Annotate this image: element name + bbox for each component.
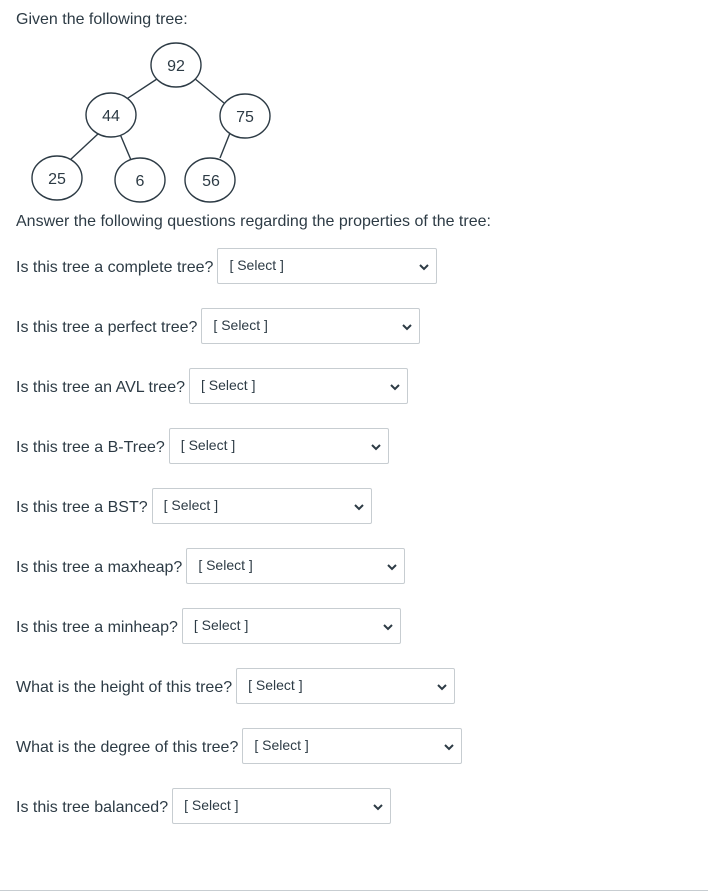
question-perfect-tree xyxy=(16,307,420,345)
tree-node xyxy=(151,43,201,87)
chevron-down-icon xyxy=(418,260,430,272)
tree-node xyxy=(185,158,235,202)
tree-edge xyxy=(220,133,230,158)
dropdown-value: [ Select ] xyxy=(163,497,219,513)
tree-node xyxy=(32,156,82,200)
chevron-down-icon xyxy=(382,620,394,632)
question-avl-tree xyxy=(16,367,408,405)
bottom-divider xyxy=(0,890,708,891)
dropdown-value: [ Select ] xyxy=(198,557,253,573)
question-bst xyxy=(16,487,372,525)
answer-dropdown[interactable] xyxy=(172,788,391,824)
tree-node-label: 44 xyxy=(102,108,120,125)
chevron-down-icon xyxy=(443,740,455,752)
dropdown-value: [ Select ] xyxy=(200,377,256,393)
instructions-text: Answer the following questions regarding the properties of the tree: xyxy=(16,213,491,230)
dropdown-value: [ Select ] xyxy=(248,677,303,693)
question-height xyxy=(16,667,455,705)
answer-dropdown[interactable] xyxy=(242,728,462,764)
tree-node-label: 25 xyxy=(48,171,66,188)
answer-dropdown[interactable] xyxy=(236,668,455,704)
answer-dropdown[interactable] xyxy=(182,608,401,644)
tree-node xyxy=(115,158,165,202)
chevron-down-icon xyxy=(401,320,413,332)
question-balanced xyxy=(16,787,391,825)
dropdown-value: [ Select ] xyxy=(180,437,236,453)
chevron-down-icon xyxy=(389,380,401,392)
tree-diagram xyxy=(0,0,708,210)
tree-edge xyxy=(70,133,99,160)
question-text: Is this tree a BST? xyxy=(16,499,148,516)
dropdown-value: [ Select ] xyxy=(229,257,284,273)
question-text: Is this tree a maxheap? xyxy=(16,559,183,576)
tree-node xyxy=(220,94,270,138)
answer-dropdown[interactable] xyxy=(186,548,405,584)
question-minheap xyxy=(16,607,401,645)
tree-node-label: 56 xyxy=(202,173,220,190)
answer-dropdown[interactable] xyxy=(217,248,437,284)
question-maxheap xyxy=(16,547,405,585)
chevron-down-icon xyxy=(370,440,382,452)
dropdown-value: [ Select ] xyxy=(193,617,249,633)
dropdown-value: [ Select ] xyxy=(184,797,239,813)
dropdown-value: [ Select ] xyxy=(213,317,268,333)
chevron-down-icon xyxy=(353,500,365,512)
tree-edge xyxy=(120,134,131,160)
question-text: What is the height of this tree? xyxy=(16,679,233,696)
tree-node xyxy=(86,93,136,137)
dropdown-value: [ Select ] xyxy=(254,737,309,753)
question-b-tree xyxy=(16,427,389,465)
question-text: Is this tree a complete tree? xyxy=(16,259,214,276)
answer-dropdown[interactable] xyxy=(152,488,372,524)
answer-dropdown[interactable] xyxy=(189,368,408,404)
question-complete-tree xyxy=(16,247,437,285)
chevron-down-icon xyxy=(436,680,448,692)
question-text: Is this tree a perfect tree? xyxy=(16,319,198,336)
tree-edge xyxy=(125,77,160,100)
tree-edge xyxy=(194,78,224,103)
answer-dropdown[interactable] xyxy=(169,428,389,464)
answer-dropdown[interactable] xyxy=(201,308,420,344)
tree-node-label: 75 xyxy=(236,109,254,126)
question-degree xyxy=(16,727,462,765)
question-text: Is this tree a minheap? xyxy=(16,619,178,636)
question-text: Is this tree balanced? xyxy=(16,799,169,816)
question-text: Is this tree a B-Tree? xyxy=(16,439,165,456)
chevron-down-icon xyxy=(372,800,384,812)
tree-node-label: 6 xyxy=(135,173,145,190)
question-text: What is the degree of this tree? xyxy=(16,739,239,756)
intro-text: Given the following tree: xyxy=(16,11,188,28)
question-text: Is this tree an AVL tree? xyxy=(16,379,185,396)
chevron-down-icon xyxy=(386,560,398,572)
tree-node-label: 92 xyxy=(167,58,185,75)
